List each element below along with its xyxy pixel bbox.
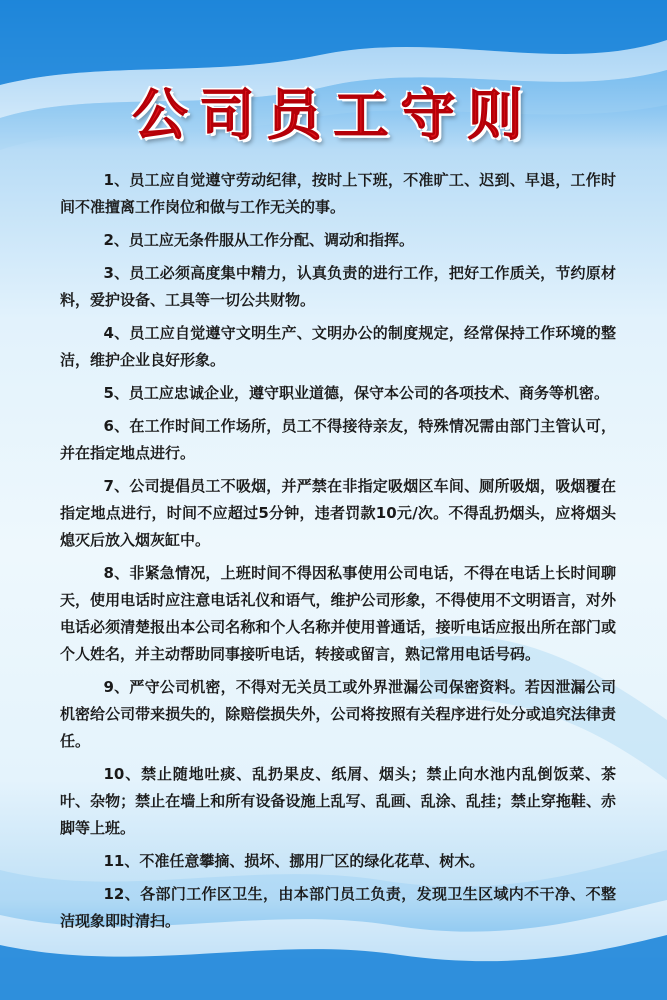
rule-item-4: 4、员工应自觉遵守文明生产、文明办公的制度规定，经常保持工作环境的整洁，维护企业良好形象。: [60, 324, 616, 369]
rule-item-1: 1、员工应自觉遵守劳动纪律，按时上下班，不准旷工、迟到、早退，工作时间不准擅离工作岗位和做与工作无关的事。: [60, 171, 616, 216]
rule-item-9: 9、严守公司机密，不得对无关员工或外界泄漏公司保密资料。若因泄漏公司机密给公司带来损失的，除赔偿损失外，公司将按照有关程序进行处分或追究法律责任。: [60, 678, 616, 750]
rules-list: [60, 167, 616, 941]
rule-item-8: 8、非紧急情况，上班时间不得因私事使用公司电话，不得在电话上长时间聊天，使用电话时应注意电话礼仪和语气，维护公司形象，不得使用不文明语言，对外电话必须清楚报出本公司名称和个人名称并使用普通话，接听电话应报出所在部门或个人姓名，并主动帮助同事接听电话，转接或留言，熟记常用电话号码。: [60, 564, 616, 663]
rule-item-3: 3、员工必须高度集中精力，认真负责的进行工作，把好工作质关，节约原材料，爱护设备、工具等一切公共财物。: [60, 264, 616, 309]
rule-item-10: 10、禁止随地吐痰、乱扔果皮、纸屑、烟头；禁止向水池内乱倒饭菜、茶叶、杂物；禁止在墙上和所有设备设施上乱写、乱画、乱涂、乱挂；禁止穿拖鞋、赤脚等上班。: [60, 765, 616, 837]
page-title: 公司员工守则: [132, 83, 535, 147]
rule-item-12: 12、各部门工作区卫生，由本部门员工负责，发现卫生区域内不干净、不整洁现象即时清扫。: [60, 885, 616, 930]
rule-item-2: 2、员工应无条件服从工作分配、调动和指挥。: [103, 231, 414, 249]
rule-item-7: 7、公司提倡员工不吸烟，并严禁在非指定吸烟区车间、厕所吸烟，吸烟覆在指定地点进行，时间不应超过5分钟，违者罚款10元/次。不得乱扔烟头，应将烟头熄灭后放入烟灰缸中。: [60, 477, 616, 549]
rule-item-11: 11、不准任意攀摘、损坏、挪用厂区的绿化花草、树木。: [103, 852, 485, 870]
rule-item-6: 6、在工作时间工作场所，员工不得接待亲友，特殊情况需由部门主管认可，并在指定地点进行。: [60, 417, 616, 462]
rule-item-5: 5、员工应忠诚企业，遵守职业道德，保守本公司的各项技术、商务等机密。: [103, 384, 609, 402]
